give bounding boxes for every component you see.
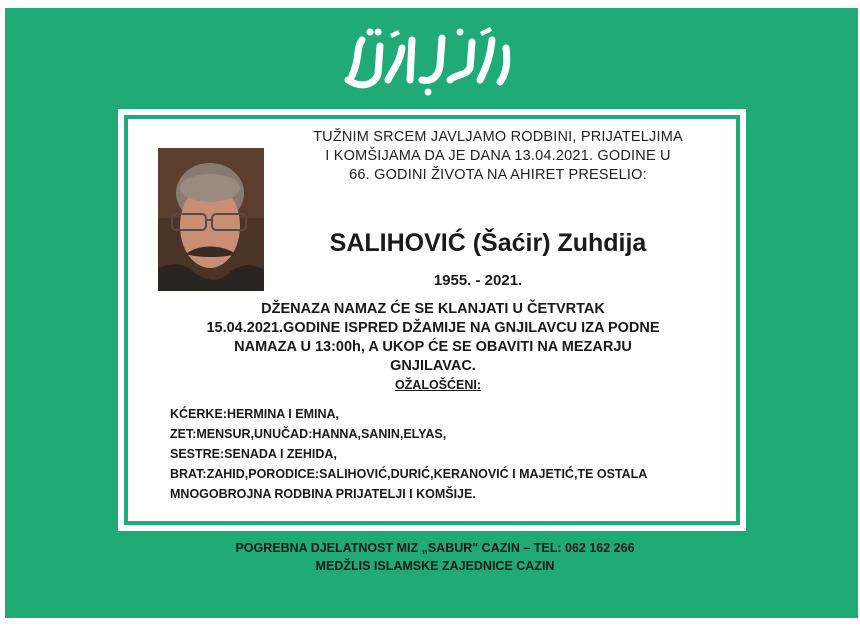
mourners-line: SESTRE:SENADA I ZEHIDA, xyxy=(170,447,337,461)
janaza-line: GNJILAVAC. xyxy=(390,358,476,374)
mourners-line: BRAT:ZAHID,PORODICE:SALIHOVIĆ,DURIĆ,KERANOVIĆ I MAJETIĆ,TE OSTALA xyxy=(170,467,648,481)
notice-frame xyxy=(118,109,746,531)
intro-line: 66. GODINI ŽIVOTA NA AHIRET PRESELIO: xyxy=(349,167,647,183)
funeral-service-line: POGREBNA DJELATNOST MIZ „SABUR" CAZIN – TEL: 062 162 266 xyxy=(235,541,635,555)
mourners-heading: OŽALOŠĆENI: xyxy=(394,378,482,392)
notice-inner-border xyxy=(124,115,740,525)
janaza-line: 15.04.2021.GODINE ISPRED DŽAMIJE NA GNJILAVCU IZA PODNE xyxy=(206,320,660,336)
mourners-line: KĆERKE:HERMINA I EMINA, xyxy=(170,407,339,421)
mourners-list xyxy=(170,404,730,504)
deceased-portrait-photo xyxy=(158,148,264,291)
footer-credits xyxy=(135,539,735,575)
islamic-community-line: MEDŽLIS ISLAMSKE ZAJEDNICE CAZIN xyxy=(315,559,555,573)
janaza-line: DŽENAZA NAMAZ ĆE SE KLANJATI U ČETVRTAK xyxy=(261,301,605,317)
intro-text xyxy=(278,128,718,185)
mourners-line: ZET:MENSUR,UNUČAD:HANNA,SANIN,ELYAS, xyxy=(170,427,447,441)
life-years: 1955. - 2021. xyxy=(433,272,523,289)
janaza-details xyxy=(148,300,718,376)
green-background-panel xyxy=(5,8,858,618)
intro-line: TUŽNIM SRCEM JAVLJAMO RODBINI, PRIJATELJIMA xyxy=(313,129,683,145)
arabic-calligraphy-logo xyxy=(330,18,530,100)
intro-line: I KOMŠIJAMA DA JE DANA 13.04.2021. GODINE U xyxy=(325,148,671,164)
janaza-line: NAMAZA U 13:00h, A UKOP ĆE SE OBAVITI NA MEZARJU xyxy=(234,339,632,355)
mourners-line: MNOGOBROJNA RODBINA PRIJATELJI I KOMŠIJE. xyxy=(170,487,476,501)
deceased-name: SALIHOVIĆ (Šaćir) Zuhdija xyxy=(329,229,647,257)
